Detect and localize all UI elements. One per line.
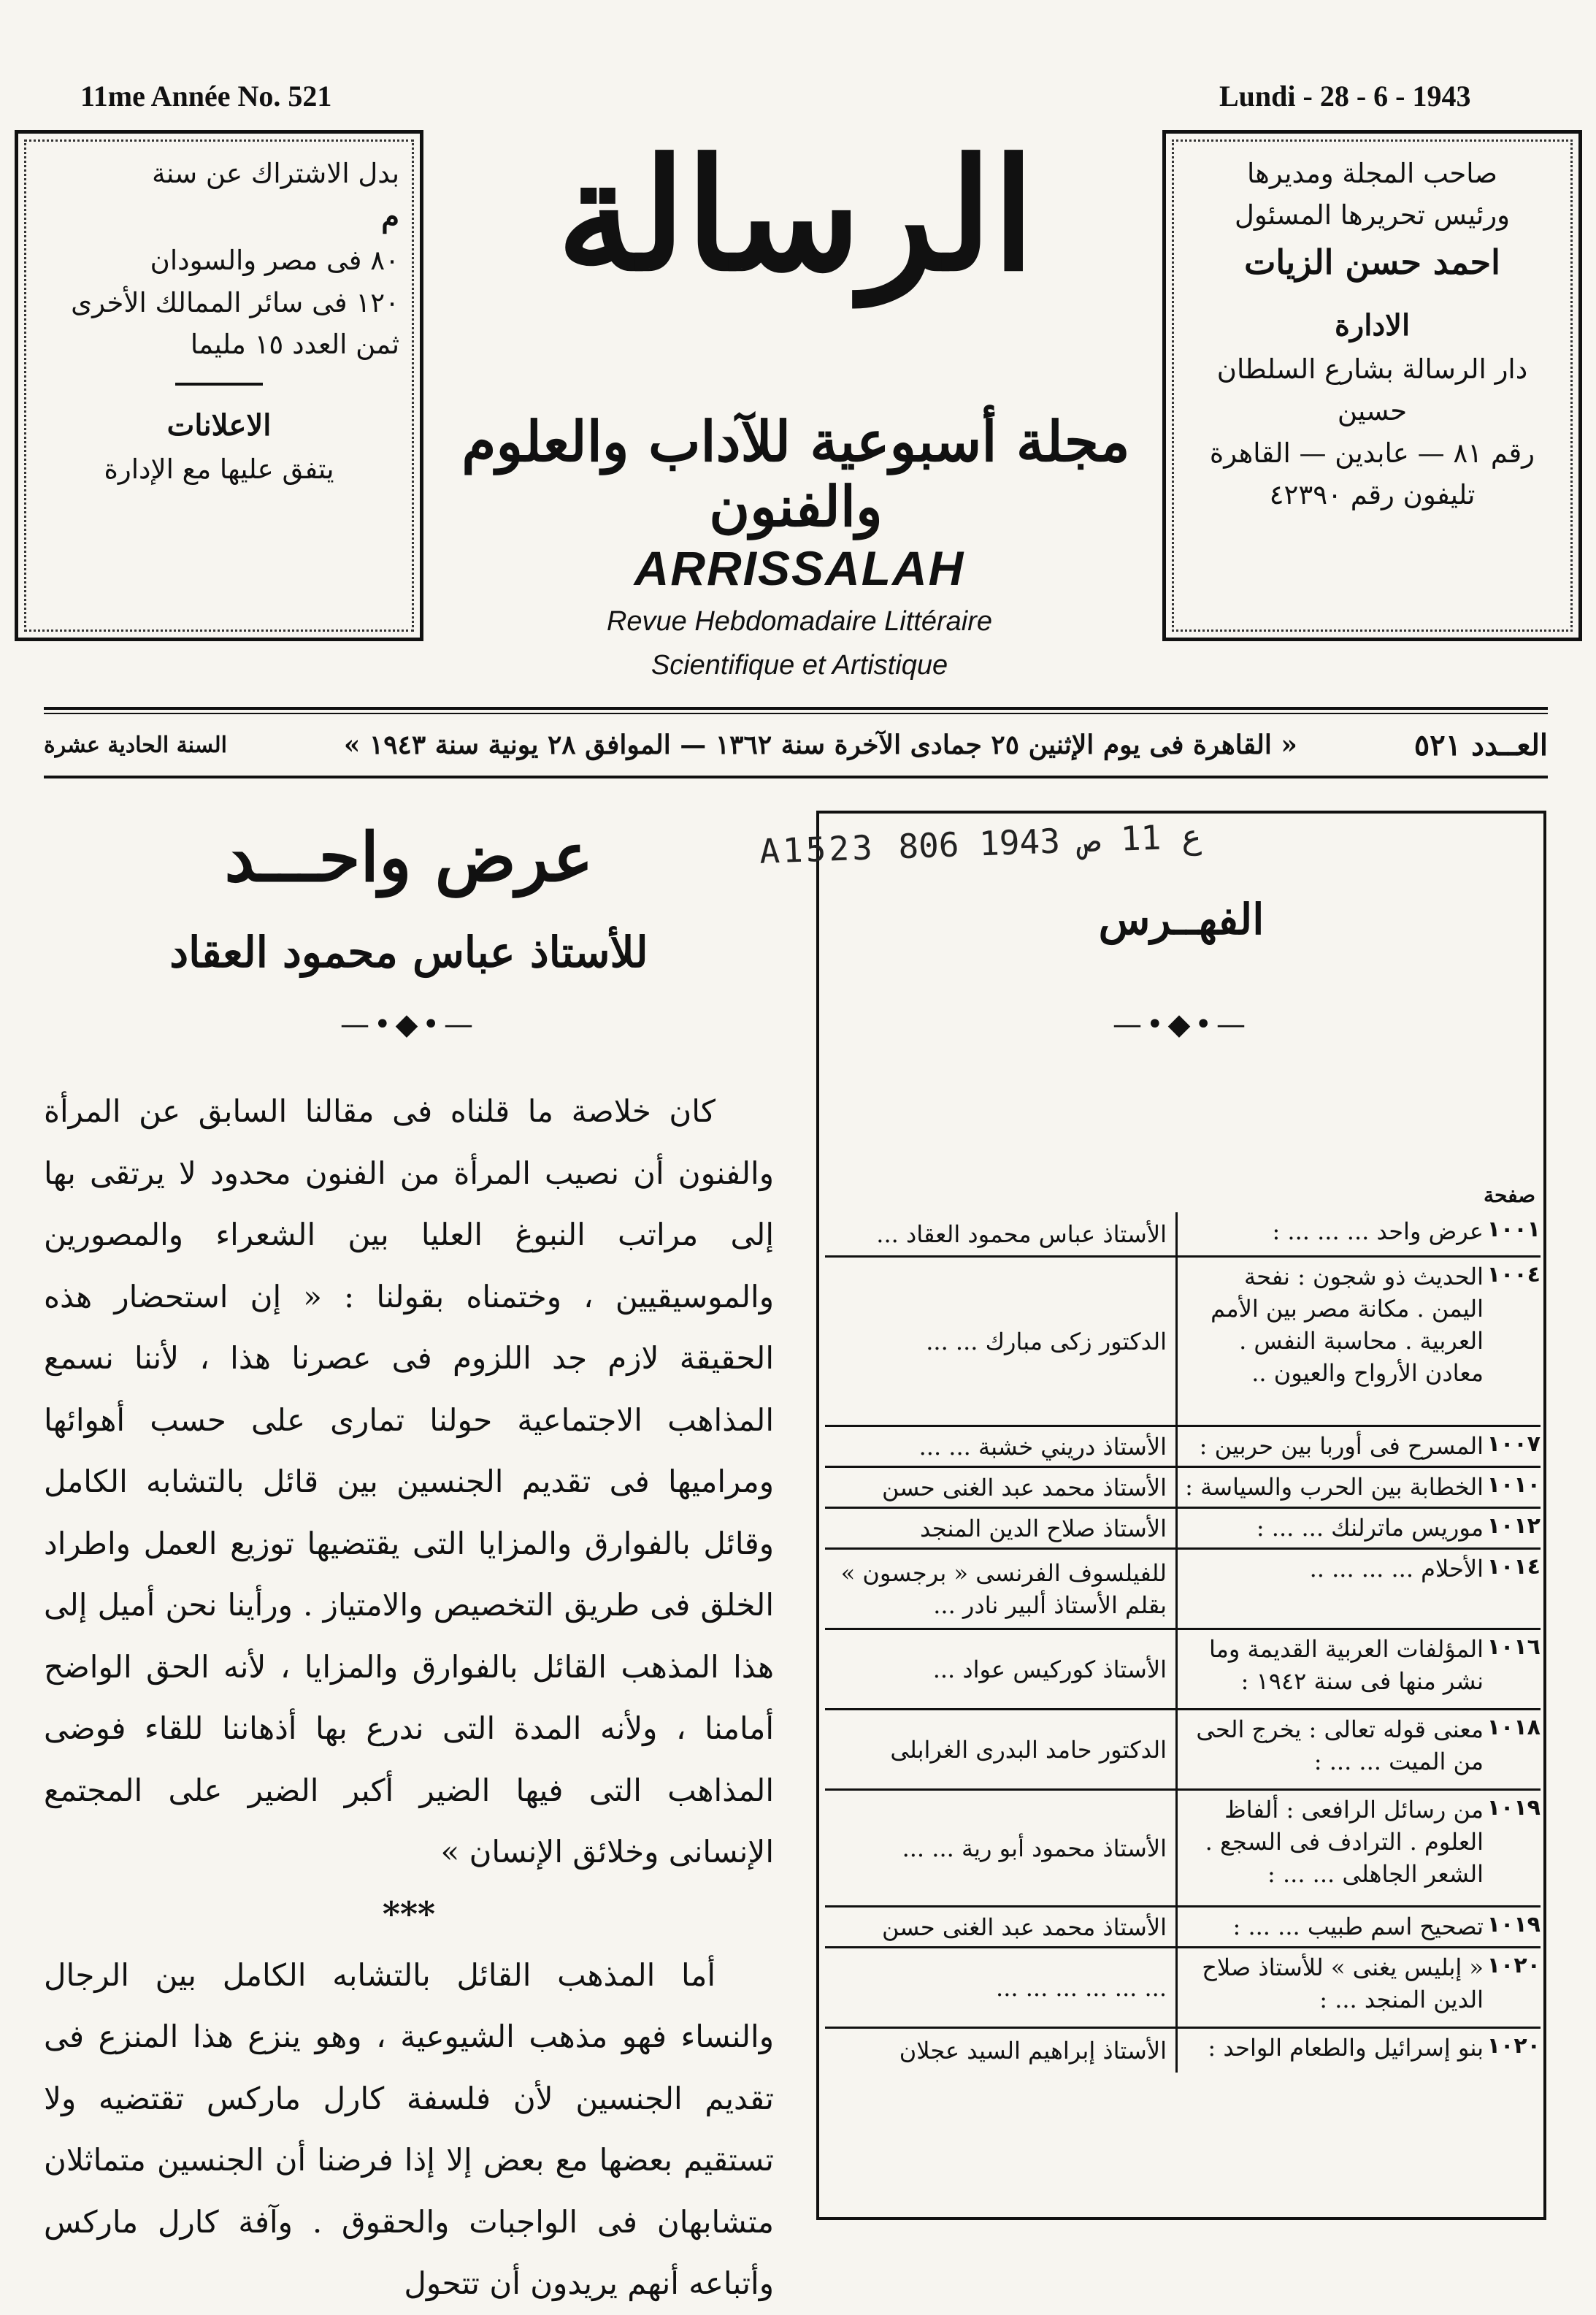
issue-label: 11me Année No. 521 — [80, 80, 332, 112]
index-page: ١٠١٦ — [1486, 1634, 1541, 1660]
index-row — [825, 1212, 1541, 1258]
article-title: عرض واحـــد — [224, 818, 594, 897]
ads-text: يتفق عليها مع الإدارة — [104, 454, 334, 486]
index-topic: تصحيح اسم طبيب ... ... : — [1175, 1908, 1489, 1946]
rule-bottom — [44, 776, 1548, 778]
subscription-other: ١٢٠ فى سائر الممالك الأخرى — [71, 286, 399, 318]
index-page: ١٠١٢ — [1486, 1513, 1541, 1539]
index-author: الأستاذ محمد عبد الغنى حسن — [881, 1913, 1167, 1941]
article-ornament: —•◆•— — [340, 1008, 477, 1041]
index-row — [825, 1908, 1541, 1948]
subscription-box — [15, 130, 423, 641]
index-page: ١٠١٨ — [1486, 1715, 1541, 1740]
index-row — [825, 1948, 1541, 2029]
index-page: ١٠٠٧ — [1486, 1431, 1541, 1457]
index-page: ١٠٢٠ — [1486, 2033, 1541, 2059]
index-topic: « إبليس يغنى » للأستاذ صلاح الدين المنجد ... : — [1175, 1948, 1489, 2027]
latin-subtitle-2: Scientifique et Artistique — [651, 650, 948, 681]
index-topic: موريس ماترلنك ... ... : — [1175, 1509, 1489, 1547]
issue-line — [44, 719, 1548, 770]
section-stars: *** — [382, 1894, 436, 1934]
owner-line1: صاحب المجلة ومديرها — [1247, 158, 1497, 189]
index-title: الفهــرس — [1098, 895, 1265, 944]
index-author: الأستاذ محمد عبد الغنى حسن — [881, 1473, 1167, 1501]
index-topic: عرض واحد ... ... ... : — [1175, 1212, 1489, 1255]
index-author: الأستاذ صلاح الدين المنجد — [920, 1514, 1167, 1542]
index-row — [825, 1630, 1541, 1710]
divider — [175, 383, 263, 386]
index-row — [825, 1509, 1541, 1550]
index-topic: المؤلفات العربية القديمة وما نشر منها فى سنة ١٩٤٢ : — [1175, 1630, 1489, 1708]
index-row — [825, 1791, 1541, 1908]
index-topic: بنو إسرائيل والطعام الواحد : — [1175, 2029, 1489, 2073]
ads-title: الاعلانات — [166, 408, 272, 443]
admin-title: الادارة — [1334, 307, 1411, 343]
index-row — [825, 2029, 1541, 2073]
owner-name: احمد حسن الزيات — [1244, 242, 1500, 282]
address-line2: رقم ٨١ — عابدين — القاهرة — [1209, 437, 1535, 469]
index-topic: من رسائل الرافعى : ألفاظ العلوم . الترادف فى السجع . الشعر الجاهلى ... ... : — [1175, 1791, 1489, 1905]
index-topic: الحديث ذو شجون : نفحة اليمن . مكانة مصر بين الأمم العربية . محاسبة النفس . معادن الأرواح والعيون .. — [1175, 1258, 1489, 1425]
article-paragraph: أما المذهب القائل بالتشابه الكامل بين الرجال والنساء فهو مذهب الشيوعية ، وهو ينزع هذا المنزع فى تقديم الجنسين لأن فلسفة كارل ماركس تقتضيه ولا تستقيم بعضها مع بعض إلا إذا فرضنا أن الجنسين متماثلان متشابهان فى الواجبات والحقوق . وآفة كارل ماركس وأتباعه أنهم يريدون أن تتحول — [44, 1956, 774, 2301]
index-page: ١٠٠٤ — [1486, 1262, 1541, 1287]
latin-subtitle-1: Revue Hebdomadaire Littéraire — [606, 606, 993, 637]
rule-top — [44, 707, 1548, 710]
index-page: ١٠١٩ — [1486, 1912, 1541, 1937]
owner-line2: ورئيس تحريرها المسئول — [1234, 199, 1511, 232]
issue-number: العــدد ٥٢١ — [1413, 727, 1548, 762]
index-author: الدكتور حامد البدرى الغرابلى — [890, 1735, 1167, 1764]
index-row — [825, 1710, 1541, 1791]
index-ornament: —•◆•— — [1113, 1008, 1250, 1041]
index-row — [825, 1427, 1541, 1468]
index-page: ١٠١٩ — [1486, 1795, 1541, 1821]
subscription-egypt: ٨٠ فى مصر والسودان — [150, 245, 399, 277]
article-paragraph: كان خلاصة ما قلناه فى مقالنا السابق عن المرأة والفنون أن نصيب المرأة من الفنون محدود لا يرتقى بها إلى مراتب النبوغ العليا بين الشعراء والمصورين والموسيقيين ، وختمناه بقولنا : « إن استحضار هذه الحقيقة لازم جد اللزوم فى عصرنا هذا ، لأننا نسمع المذاهب الاجتماعية حولنا تمارى على حسب أهوائها ومراميها فى تقديم الجنسين بين قائل بالتشابه الكامل وقائل بالفوارق والمزايا التى يقتضيها توزيع العمل واطراد الخلق فى طريق التخصيص والامتياز . ورأينا نحن أميل إلى هذا المذهب القائل بالفوارق والمزايا ، لأنه الحق الواضح أمامنا ، ولأنه المدة التى ندرع بها أذهاننا للقاء فوضى المذاهب التى فيها الضير أكبر الضير على المجتمع الإنسانى وخلائق الإنسان » — [44, 1093, 774, 1870]
article-body — [44, 1081, 774, 2315]
index-row — [825, 1550, 1541, 1630]
latin-title: ARRISSALAH — [634, 541, 965, 595]
index-author: الأستاذ دريني خشبة ... ... — [918, 1432, 1167, 1461]
subscription-title: بدل الاشتراك عن سنة — [152, 158, 399, 189]
index-author: الأستاذ محمود أبو رية ... ... — [902, 1834, 1167, 1862]
index-author: الأستاذ إبراهيم السيد عجلان — [899, 2037, 1167, 2065]
phone-line: تليفون رقم ٤٢٣٩٠ — [1269, 479, 1476, 511]
index-topic: الأحلام ... ... ... .. — [1175, 1550, 1489, 1628]
subscription-currency: م — [381, 199, 399, 234]
index-author: الأستاذ عباس محمود العقاد ... — [876, 1220, 1167, 1248]
index-page: ١٠٢٠ — [1486, 1953, 1541, 1978]
index-row — [825, 1468, 1541, 1509]
index-page: ١٠٠١ — [1486, 1217, 1541, 1242]
index-page: ١٠١٠ — [1486, 1472, 1541, 1498]
index-author: ... ... ... ... ... ... — [996, 1973, 1167, 2002]
address-line1: دار الرسالة بشارع السلطان حسين — [1216, 353, 1528, 427]
index-author: للفيلسوف الفرنسى « برجسون » بقلم الأستاذ ألبير نادر ... — [840, 1558, 1167, 1619]
index-author: الأستاذ كوركيس عواد ... — [932, 1655, 1167, 1683]
index-page: ١٠١٤ — [1486, 1554, 1541, 1580]
index-author: الدكتور زكى مبارك ... ... — [926, 1327, 1167, 1355]
index-row — [825, 1258, 1541, 1427]
index-page-header: صفحة — [1484, 1183, 1536, 1207]
issue-year: السنة الحادية عشرة — [44, 732, 227, 758]
article-author: للأستاذ عباس محمود العقاد — [169, 927, 648, 977]
index-table — [825, 1212, 1541, 2073]
subscription-price: ثمن العدد ١٥ مليما — [190, 329, 399, 361]
index-topic: المسرح فى أوربا بين حربين : — [1175, 1427, 1489, 1466]
handwritten-catalog-note: A1523 ع 11 ص 1943 806 — [759, 816, 1202, 871]
index-topic: الخطابة بين الحرب والسياسة : — [1175, 1468, 1489, 1507]
rule-top-thin — [44, 713, 1548, 714]
masthead-title: الرسالة — [556, 125, 1035, 305]
issue-date: « القاهرة فى يوم الإثنين ٢٥ جمادى الآخرة سنة ١٣٦٢ — الموافق ٢٨ يونية سنة ١٩٤٣ » — [343, 730, 1297, 760]
owner-box — [1162, 130, 1582, 641]
date-label: Lundi - 28 - 6 - 1943 — [1219, 80, 1471, 112]
index-topic: معنى قوله تعالى : يخرج الحى من الميت ... ... : — [1175, 1710, 1489, 1788]
masthead-subtitle: مجلة أسبوعية للآداب والعلوم والفنون — [461, 409, 1130, 539]
